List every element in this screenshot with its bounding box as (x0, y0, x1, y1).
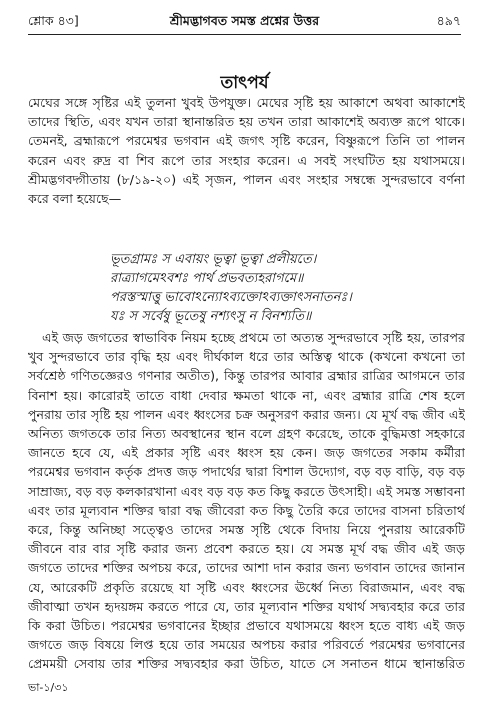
verse-line-1: ভূতগ্রামঃ স এবায়ং ভূত্বা ভূত্বা প্রলীয়তে। (110, 252, 317, 267)
running-header (28, 10, 461, 32)
section-title: তাৎপর্য (220, 73, 269, 93)
purport-paragraph-1: মেঘের সঙ্গে সৃষ্টির এই তুলনা খুবই উপযুক্ত। মেঘের সৃষ্টি হয় আকাশে অথবা আকাশেই তাদের স্থিতি, এবং যখন তারা স্থানান্তরিত হয় তখন তারা আকাশেই অব্যক্ত রূপে থাকে। তেমনই, ব্রহ্মারূপে পরমেশ্বর ভগবান এই জগৎ সৃষ্টি করেন, বিষ্ণুরূপে তিনি তা পালন করেন এবং রুদ্র বা শিব রূপে তার সংহার করেন। এ সবই সংঘটিত হয় যথাসময়ে। শ্রীমদ্ভগবদ্গীতায় (৮/১৯-২০) এই সৃজন, পালন এবং সংহার সম্বন্ধে সুন্দরভাবে বর্ণনা করে বলা হয়েছে— (28, 95, 465, 207)
signature-mark: ভা-১/৩১ (28, 681, 69, 694)
header-rule (28, 34, 461, 35)
running-title: শ্রীমদ্ভাগবত সমস্ত প্রশ্নের উত্তর (169, 13, 320, 28)
purport-paragraph-2: এই জড় জগতের স্বাভাবিক নিয়ম হচ্ছে প্রথমে তা অত্যন্ত সুন্দরভাবে সৃষ্টি হয়, তারপর খুব সুন্দরভাবে তার বৃদ্ধি হয় এবং দীর্ঘকাল ধরে তার অস্তিত্ব থাকে (কখনো কখনো তা সর্বশ্রেষ্ঠ গণিতজ্ঞেরও গণনার অতীত), কিন্তু তারপর আবার ব্রহ্মার রাত্রির আগমনে তার বিনাশ হয়। কারোরই তাতে বাধা দেবার ক্ষমতা থাকে না, এবং ব্রহ্মার রাত্রি শেষ হলে পুনরায় তার সৃষ্টি হয় পালন এবং ধ্বংসের চক্র অনুসরণ করার জন্য। যে মূর্খ বদ্ধ জীব এই অনিত্য জগতকে তার নিত্য অবস্থানের স্থান বলে গ্রহণ করেছে, তাকে বুদ্ধিমত্তা সহকারে জানতে হবে যে, এই প্রকার সৃষ্টি এবং ধ্বংস হয় কেন। জড় জগতের সকাম কর্মীরা পরমেশ্বর ভগবান কর্তৃক প্রদত্ত জড় পদার্থের দ্বারা বিশাল উদ্যোগ, বড় বড় বাড়ি, বড় বড় সাম্রাজ্য, বড় বড় কলকারখানা এবং বড় বড় কত কিছু করতে উৎসাহী। এই সমস্ত সম্ভাবনা এবং তার মূল্যবান শক্তির দ্বারা বদ্ধ জীবেরা কত কিছু তৈরি করে তাদের বাসনা চরিতার্থ করে, কিন্তু অনিচ্ছা সত্ত্বেও তাদের সমস্ত সৃষ্টি থেকে বিদায় নিয়ে পুনরায় আরেকটি জীবনে বার বার সৃষ্টি করার জন্য প্রবেশ করতে হয়। যে সমস্ত মূর্খ বদ্ধ জীব এই জড় জগতে তাদের শক্তির অপচয় করে, তাদের আশা দান করার জন্য ভগবান তাদের জানান যে, আরেকটি প্রকৃতি রয়েছে যা সৃষ্টি এবং ধ্বংসের ঊর্ধ্বে নিত্য বিরাজমান, এবং বদ্ধ জীবাত্মা তখন হৃদয়ঙ্গম করতে পারে যে, তার মূল্যবান শক্তির যথার্থ সদ্ব্যবহার করে তার কি করা উচিত। পরমেশ্বর ভগবানের ইচ্ছার প্রভাবে যথাসময়ে ধ্বংস হতে বাধ্য এই জড় জগতে জড় বিষয়ে লিপ্ত হয়ে তার সময়ের অপচয় করার পরিবর্তে পরমেশ্বর ভগবানের প্রেমময়ী সেবায় তার শক্তির সদ্ব্যবহার করা উচিত, যাতে সে সনাতন ধামে স্থানান্তরিত (28, 330, 465, 672)
verse-line-4: যঃ স সর্বেষু ভূতেষু নশ্যৎসু ন বিনশ্যতি॥ (110, 309, 312, 324)
verse-line-3: পরস্তস্মাত্তু ভাবোঽন্যোঽব্যক্তোঽব্যক্তাৎসনাতনঃ। (110, 290, 352, 305)
page-number: ৪৯৭ (436, 13, 461, 28)
gita-verse (110, 250, 465, 326)
verse-line-2: রাত্র্যাগমেঽবশঃ পার্থ প্রভবত্যহরাগমে॥ (110, 271, 304, 286)
verse-reference: শ্লোক ৪৩] (28, 13, 79, 28)
